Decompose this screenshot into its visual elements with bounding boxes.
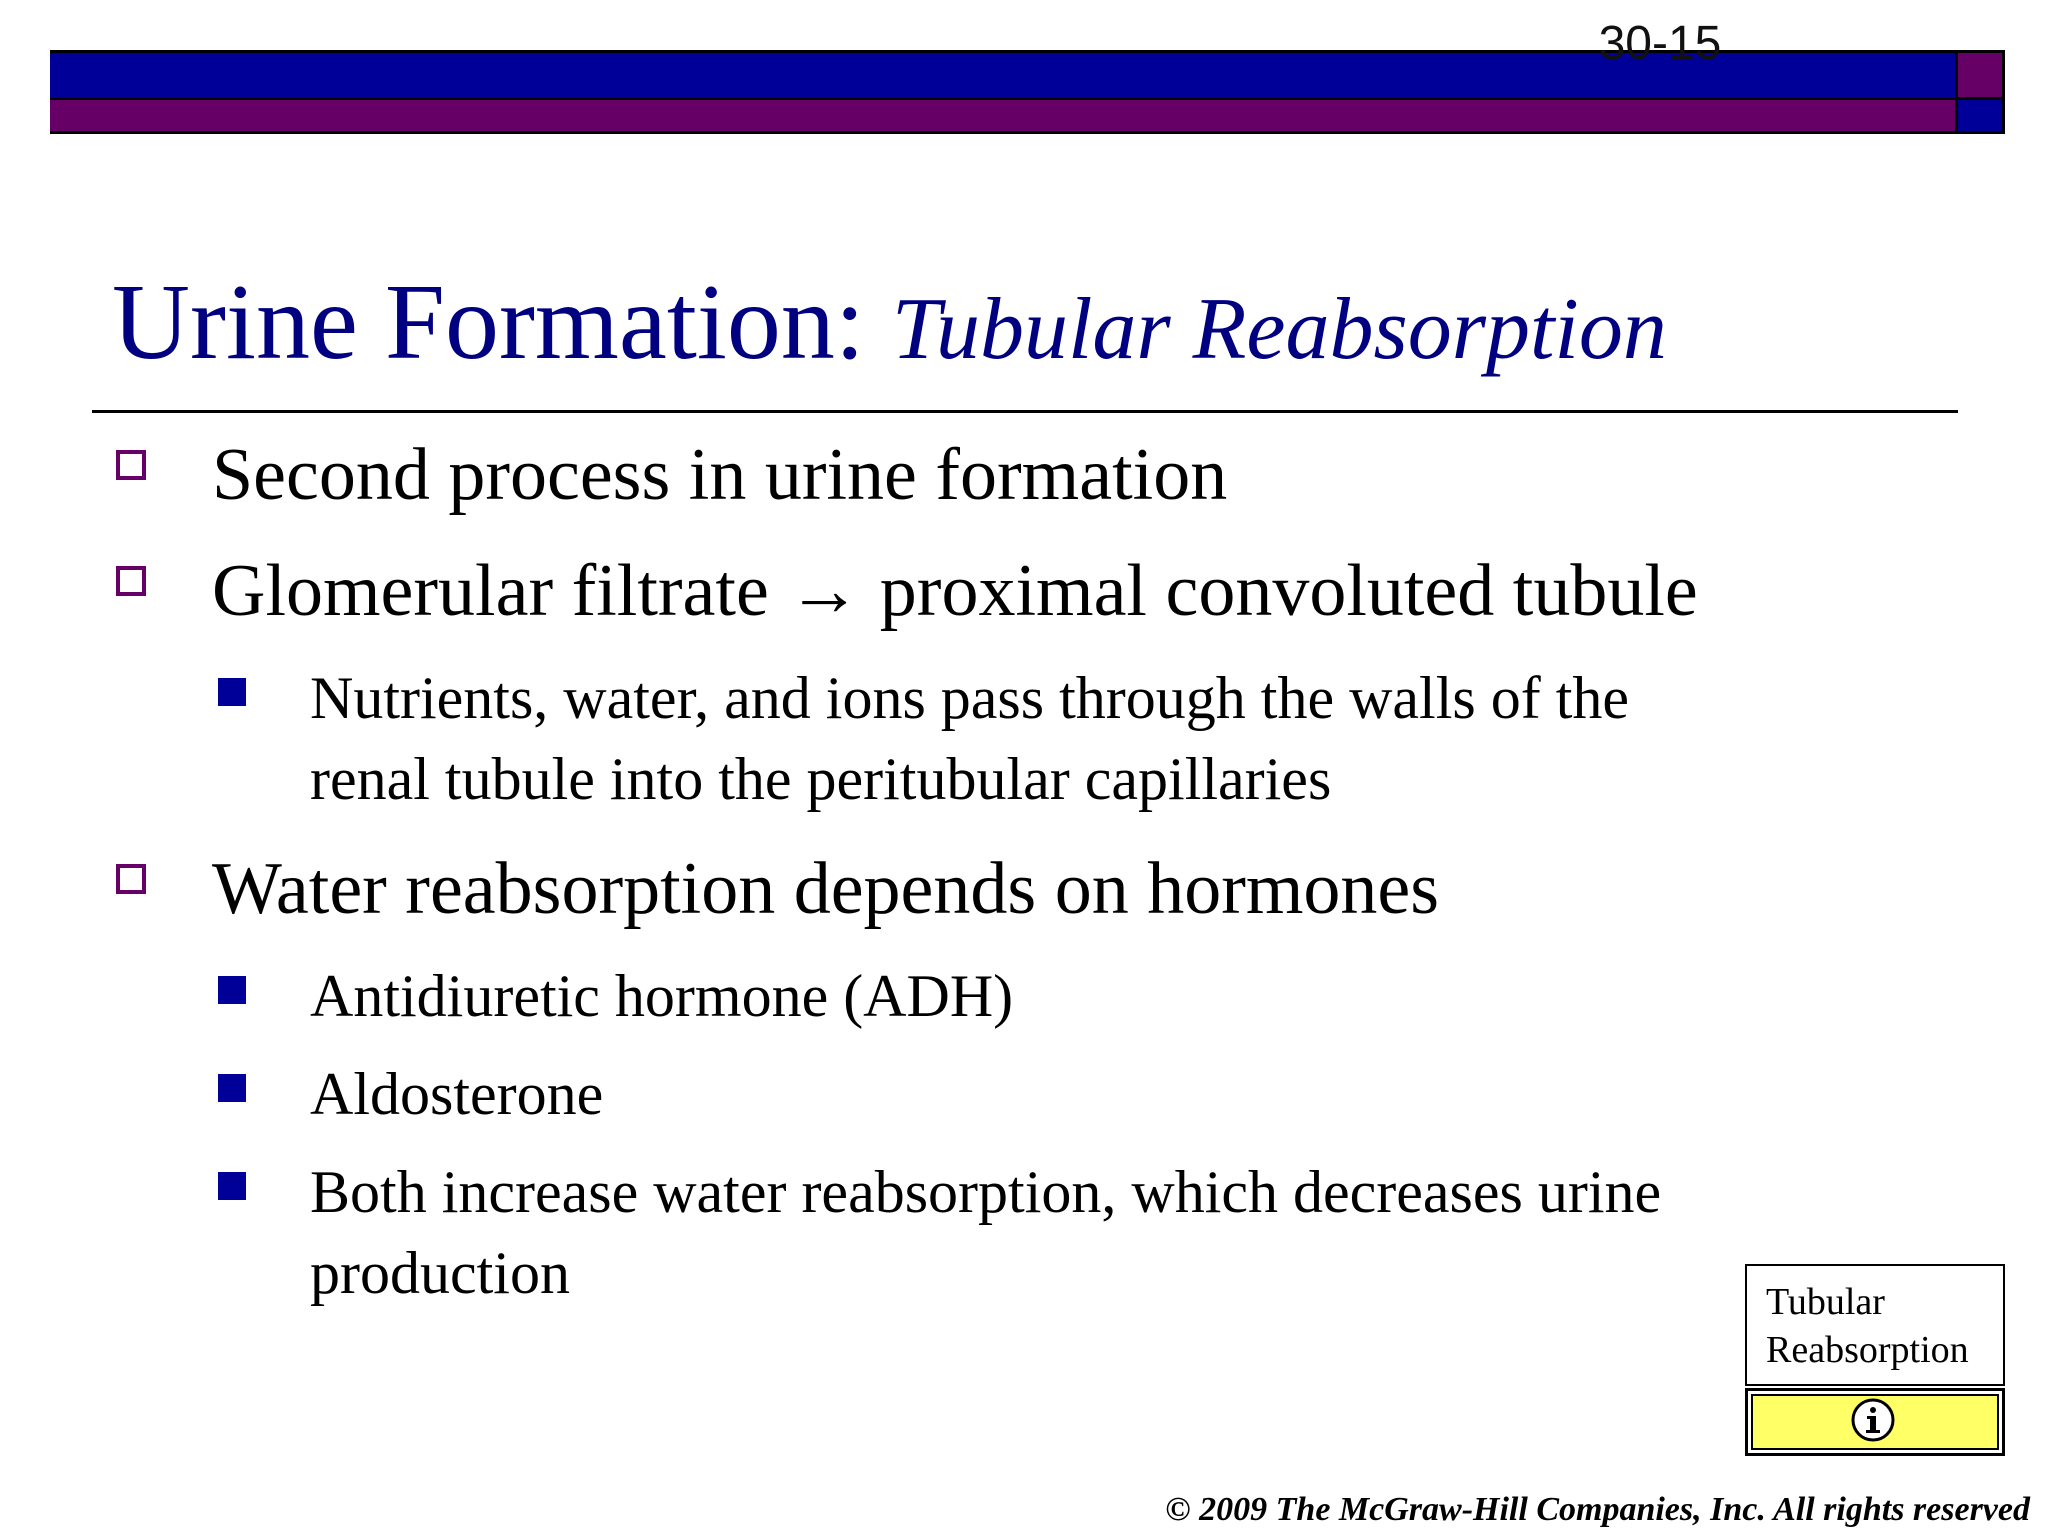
info-icon[interactable] xyxy=(1850,1397,1896,1443)
sub-bullet-text: Aldosterone xyxy=(310,1061,604,1127)
title-main: Urine Formation: xyxy=(112,263,865,382)
copyright-footer: © 2009 The McGraw-Hill Companies, Inc. All rights reserved xyxy=(1165,1491,2030,1528)
sub-bullet-text xyxy=(310,658,1910,820)
sub-bullet-text: Antidiuretic hormone (ADH) xyxy=(310,963,1014,1029)
sub-bullet-square-icon xyxy=(218,678,246,706)
bullet-text: Glomerular filtrate → proximal convoluted tubule xyxy=(212,550,1698,632)
bullet-square-icon xyxy=(116,450,146,480)
bullet-text: Second process in urine formation xyxy=(212,434,1228,516)
bullet-square-icon xyxy=(116,864,146,894)
info-label-line: Reabsorption xyxy=(1766,1329,1969,1371)
slide-number: 30-15 xyxy=(1598,17,1722,70)
sub-bullet-line: Both increase water reabsorption, which decreases urine xyxy=(310,1159,1662,1225)
sub-bullet-square-icon xyxy=(218,1172,246,1200)
sub-bullet-square-icon xyxy=(218,976,246,1004)
info-box-label xyxy=(1766,1278,1996,1374)
header-bar-purple xyxy=(50,100,1955,134)
bullet-square-icon xyxy=(116,566,146,596)
sub-bullet-line: Nutrients, water, and ions pass through the walls of the xyxy=(310,665,1630,731)
sub-bullet-line: renal tubule into the peritubular capillaries xyxy=(310,746,1332,812)
sub-bullet-text xyxy=(310,1152,1910,1314)
bullet-text: Water reabsorption depends on hormones xyxy=(212,848,1440,930)
sub-bullet-square-icon xyxy=(218,1074,246,1102)
sub-bullet-line: production xyxy=(310,1240,570,1306)
header-corner-blue xyxy=(1955,100,2005,134)
title-divider xyxy=(92,410,1958,413)
slide-title xyxy=(112,258,1667,395)
title-subtitle: Tubular Reabsorption xyxy=(891,281,1667,378)
header-corner-purple xyxy=(1955,50,2005,100)
info-label-line: Tubular xyxy=(1766,1281,1885,1323)
